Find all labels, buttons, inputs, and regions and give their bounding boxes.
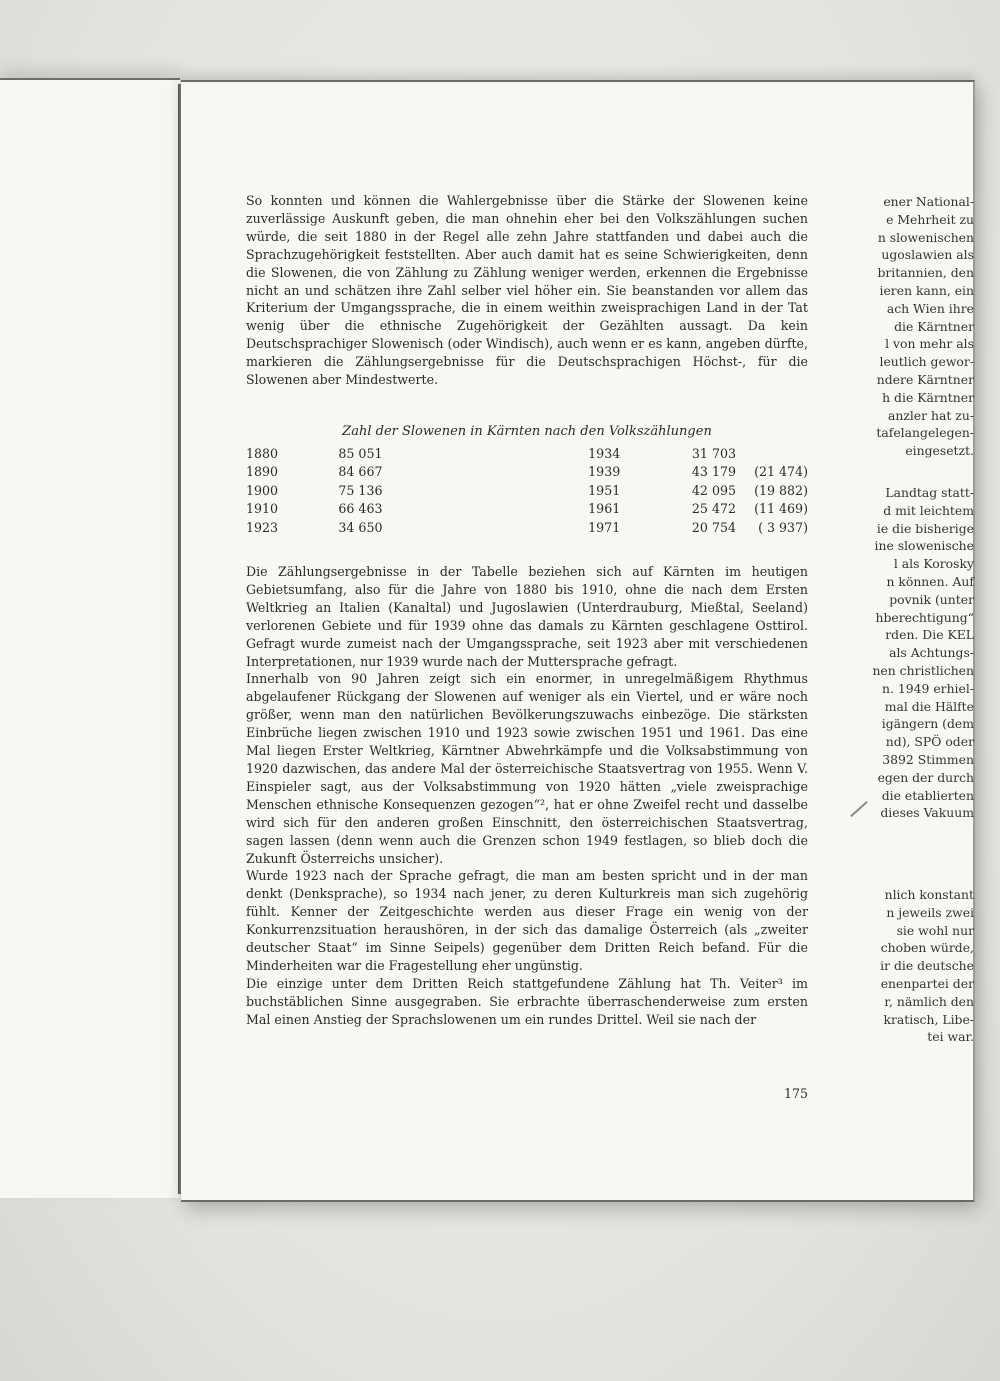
left-page-line: dieses Vakuum <box>880 805 974 821</box>
left-page-line: enenpartei der <box>880 975 974 991</box>
paragraph-decline: Innerhalb von 90 Jahren zeigt sich ein enormer, in unregelmäßigem Rhythmus abgelaufener Rückgang der Slowenen auf weniger als ein Viertel, und er wäre noch größer, wenn man den natürlichen Bevölkerungszuwachs einbezöge. Die stärksten Einbrüche liegen zwischen 1910 und 1923 sowie zwischen 1951 und 1961. Das eine Mal liegen Erster Weltkrieg, Kärntner Abwehrkämpfe und die Volksabstimmung von 1920 dazwischen, das andere Mal der österreichische Staatsvertrag von 1955. Wenn V. Einspieler sagt, aus der Volksabstimmung von 1920 hätten „viele zweisprachige Menschen ethnische Konsequenzen gezogen“², hat er ohne Zweifel recht und dasselbe wird sich für den anderen großen Einschnitt, den österreichischen Staatsvertrag, sagen lassen (denn wenn auch die Grenzen schon 1949 festlagen, so blieb doch die Zukunft Österreichs unsicher). <box>246 671 808 866</box>
census-year: 1900 <box>246 482 279 498</box>
census-year: 1890 <box>246 464 279 480</box>
left-page-line: kratisch, Libe- <box>883 1011 974 1027</box>
census-count: 42 095 <box>691 482 736 498</box>
left-page-line: d mit leichtem <box>883 502 974 518</box>
left-page-line: nen christlichen <box>872 662 974 678</box>
census-year: 1934 <box>588 446 621 461</box>
census-count: 20 754 <box>691 519 736 535</box>
left-page-line: tei war. <box>927 1029 974 1045</box>
census-count-cell <box>692 520 808 538</box>
census-year: 1961 <box>588 501 621 517</box>
census-count-cell <box>692 446 808 464</box>
census-year: 1880 <box>246 446 279 461</box>
left-page-line: r, nämlich den <box>884 993 974 1009</box>
left-page-line: 3892 Stimmen <box>882 751 974 767</box>
table-row <box>246 501 808 519</box>
left-page-line: h die Kärntner <box>882 389 974 405</box>
census-count: 85 051 <box>338 446 383 461</box>
census-subcount: (11 469) <box>754 501 808 517</box>
census-table <box>246 446 808 538</box>
census-count: 66 463 <box>338 501 383 517</box>
left-page-line: die Kärntner <box>894 318 974 334</box>
left-page-line: Landtag statt- <box>885 485 974 500</box>
left-page-line: ine slowenische <box>874 538 974 554</box>
left-page-line: nd), SPÖ oder <box>885 734 974 750</box>
left-page-line: choben würde, <box>880 940 974 956</box>
table-row <box>246 520 808 538</box>
left-page-line: l als Korosky <box>893 556 974 572</box>
left-page-line: ugoslawien als <box>881 247 974 263</box>
census-year: 1971 <box>588 519 621 535</box>
left-page-line: die etablierten <box>881 787 974 803</box>
census-count: 84 667 <box>338 464 383 480</box>
page-number: 175 <box>784 1086 809 1101</box>
left-page-line: britannien, den <box>877 265 974 281</box>
left-page-line: ieren kann, ein <box>879 282 974 298</box>
census-count-cell <box>692 483 808 501</box>
census-count: 75 136 <box>338 482 383 498</box>
left-page-line: mal die Hälfte <box>884 698 974 714</box>
intro-paragraph: So konnten und können die Wahlergebnisse über die Stärke der Slowenen keine zuverlässige Auskunft geben, die man ohnehin eher bei den Volkszählungen suchen würde, die seit 1880 in der Regel alle zehn Jahre stattfanden und dabei auch die Sprachzugehörigkeit feststellten. Aber auch damit hat es seine Schwierigkeiten, denn die Slowenen, die von Zählung zu Zählung weniger werden, erkennen die Ergebnisse nicht an und schätzen ihre Zahl selber viel höher ein. Sie beanstanden vor allem das Kriterium der Umgangssprache, die in einem weithin zweisprachigen Land in der Tat wenig über die ethnische Zugehörigkeit der Gezählten aussagt. Da kein Deutschsprachiger Slowenisch (oder Windisch), auch wenn er es kann, angeben dürfte, markieren die Zählungsergebnisse für die Deutschsprachigen Höchst-, für die Slowenen aber Mindestwerte. <box>246 193 808 388</box>
table-row <box>246 483 808 501</box>
census-subcount: (21 474) <box>754 464 808 480</box>
left-page-line: sie wohl nur <box>896 922 974 938</box>
left-page-line: n slowenischen <box>877 229 974 245</box>
left-page-text-block-3 <box>804 886 974 1046</box>
paragraph-1923-1934: Wurde 1923 nach der Sprache gefragt, die man am besten spricht und in der man denkt (Denksprache), so 1934 nach jener, zu deren Kulturkreis man sich zugehörig fühlt. Kenner der Zeitgeschichte werden aus dieser Frage ein wenig von der Konkurrenzsituation heraushören, in der sich das damalige Österreich (als „zweiter deutscher Staat“ im Sinne Seipels) gegenüber dem Dritten Reich befand. Für die Minderheiten war die Fragestellung eher ungünstig. <box>246 868 808 973</box>
left-page-line: e Mehrheit zu <box>886 211 974 227</box>
left-page-line: n jeweils zwei <box>886 904 974 920</box>
census-count: 43 179 <box>691 464 736 480</box>
table-title: Zahl der Slowenen in Kärnten nach den Volkszählungen <box>342 424 712 439</box>
table-row <box>246 464 808 482</box>
left-page-line: egen der durch <box>877 769 974 785</box>
left-page-line: n können. Auf <box>886 573 974 589</box>
left-page-line: l von mehr als <box>885 336 974 352</box>
left-page-line: hberechtigung“ <box>875 609 974 625</box>
left-page-text-block-2 <box>804 484 974 822</box>
left-page-line: n. 1949 erhiel- <box>881 680 974 696</box>
left-page-line: povnik (unter <box>889 591 974 607</box>
census-year: 1923 <box>246 519 279 535</box>
census-count: 34 650 <box>338 519 383 535</box>
left-page-line: ie die bisherige <box>876 520 974 536</box>
census-year: 1951 <box>588 482 621 498</box>
left-page-line: nlich konstant <box>884 887 974 902</box>
left-page-line: ach Wien ihre <box>886 300 974 316</box>
left-page-line: igängern (dem <box>881 716 974 732</box>
left-page-line: leutlich gewor- <box>879 354 974 370</box>
left-page-line: tafelangelegen- <box>876 425 974 441</box>
census-count: 31 703 <box>691 446 736 461</box>
body-paragraphs <box>246 563 808 1029</box>
left-page <box>0 78 180 1198</box>
census-year: 1910 <box>246 501 279 517</box>
left-page-line: als Achtungs- <box>889 645 974 661</box>
census-count-cell <box>692 501 808 519</box>
paragraph-table-explanation: Die Zählungsergebnisse in der Tabelle beziehen sich auf Kärnten im heutigen Gebietsumfang, also für die Jahre von 1880 bis 1910, ohne die nach dem Ersten Weltkrieg an Italien (Kanaltal) und Jugoslawien (Unterdrauburg, Mießtal, Seeland) verlorenen Gebiete und für 1939 ohne das damals zu Kärnten geschlagene Osttirol. Gefragt wurde zumeist nach der Umgangssprache, seit 1923 aber mit verschiedenen Interpretationen, nur 1939 wurde nach der Muttersprache gefragt. <box>246 564 808 669</box>
left-page-text-block-1 <box>804 193 974 460</box>
census-year: 1939 <box>588 464 621 480</box>
table-row <box>246 446 808 464</box>
census-subcount: ( 3 937) <box>758 519 808 535</box>
left-page-line: ndere Kärntner <box>876 371 974 387</box>
left-page-line: anzler hat zu- <box>887 407 974 423</box>
left-page-line: rden. Die KEL <box>885 627 974 643</box>
census-count: 25 472 <box>691 501 736 517</box>
intro-paragraph-block <box>246 192 808 389</box>
left-page-line: eingesetzt. <box>905 443 974 459</box>
census-subcount: (19 882) <box>754 482 808 498</box>
left-page-line: ir die deutsche <box>880 958 974 974</box>
left-page-line: ener National- <box>883 194 974 209</box>
census-count-cell <box>692 464 808 482</box>
paragraph-third-reich: Die einzige unter dem Dritten Reich stattgefundene Zählung hat Th. Veiter³ im buchstäblichen Sinne ausgegraben. Sie erbrachte überraschenderweise zum ersten Mal einen Anstieg der Sprachslowenen um ein rundes Drittel. Weil sie nach der <box>246 975 808 1027</box>
